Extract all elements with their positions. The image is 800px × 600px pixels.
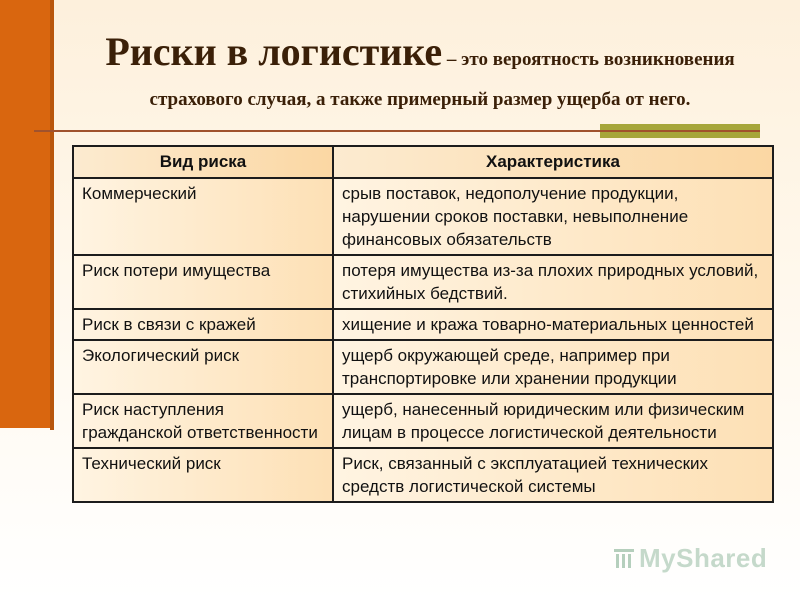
risk-description-cell: Риск, связанный с эксплуатацией технических средств логистической системы <box>333 448 773 502</box>
title-line-2: страхового случая, а также примерный размер ущерба от него. <box>149 89 691 110</box>
risks-table <box>72 145 774 503</box>
risk-type-cell: Коммерческий <box>73 178 333 255</box>
table-row <box>73 309 773 340</box>
risk-description-cell: ущерб окружающей среде, например при транспортировке или хранении продукции <box>333 340 773 394</box>
title-line-1 <box>60 28 780 75</box>
olive-accent-line <box>600 130 760 132</box>
risk-type-cell: Риск потери имущества <box>73 255 333 309</box>
watermark-text: MyShared <box>639 543 768 573</box>
risk-type-cell: Риск наступления гражданской ответственности <box>73 394 333 448</box>
left-orange-bar-shadow <box>50 0 54 430</box>
watermark-logo-icon <box>612 545 636 571</box>
myshared-watermark <box>612 543 767 574</box>
left-orange-bar <box>0 0 50 428</box>
title-main: Риски в логистике <box>105 29 443 74</box>
table-row <box>73 394 773 448</box>
table-header-row <box>73 146 773 178</box>
header-risk-type: Вид риска <box>73 146 333 178</box>
risk-type-cell: Риск в связи с кражей <box>73 309 333 340</box>
risk-type-cell: Экологический риск <box>73 340 333 394</box>
table-row <box>73 448 773 502</box>
table-row <box>73 255 773 309</box>
table-row <box>73 340 773 394</box>
title-rest: – это вероятность возникновения <box>442 49 735 70</box>
slide-title <box>60 28 780 111</box>
risk-description-cell: потеря имущества из-за плохих природных условий, стихийных бедствий. <box>333 255 773 309</box>
risk-description-cell: ущерб, нанесенный юридическим или физическим лицам в процессе логистической деятельности <box>333 394 773 448</box>
risk-description-cell: срыв поставок, недополучение продукции, нарушении сроков поставки, невыполнение финансовых обязательств <box>333 178 773 255</box>
table-row <box>73 178 773 255</box>
header-characteristic: Характеристика <box>333 146 773 178</box>
risk-description-cell: хищение и кража товарно-материальных ценностей <box>333 309 773 340</box>
risk-type-cell: Технический риск <box>73 448 333 502</box>
